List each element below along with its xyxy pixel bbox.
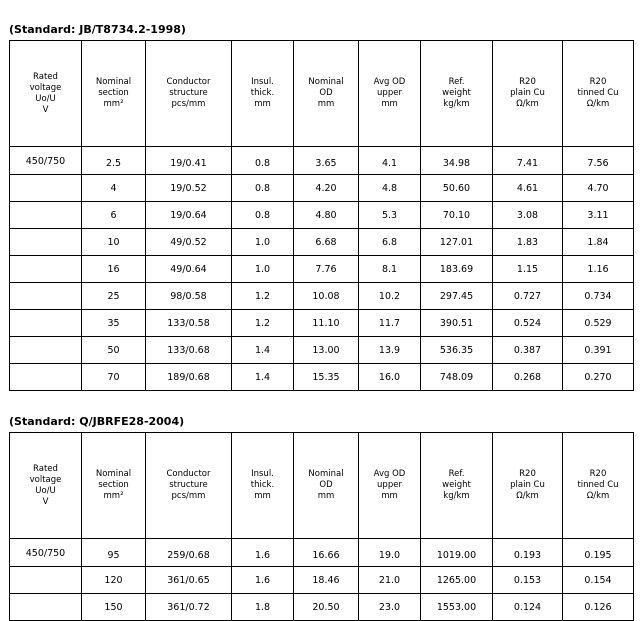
table-cell: 34.98: [421, 147, 493, 175]
table-cell: 4.20: [294, 175, 359, 202]
table-cell: 23.0: [359, 594, 421, 621]
table-cell: 1.83: [493, 229, 563, 256]
table-cell: 0.529: [563, 310, 634, 337]
table-cell: 133/0.58: [146, 310, 232, 337]
table-row: [10, 175, 634, 202]
table-cell: 1.84: [563, 229, 634, 256]
table-cell: 5.3: [359, 202, 421, 229]
rated-voltage-cell: [10, 175, 82, 202]
table-cell: 0.8: [232, 147, 294, 175]
column-header: R20 plain Cu Ω/km: [493, 41, 563, 147]
rated-voltage-cell: [10, 594, 82, 621]
table-cell: 10.2: [359, 283, 421, 310]
table-cell: 10.08: [294, 283, 359, 310]
table-cell: 0.193: [493, 539, 563, 567]
column-header: Ref. weight kg/km: [421, 433, 493, 539]
table-cell: 1553.00: [421, 594, 493, 621]
table-cell: 1.15: [493, 256, 563, 283]
table-cell: 70.10: [421, 202, 493, 229]
rated-voltage-cell: [10, 283, 82, 310]
rated-voltage-cell: 450/750: [10, 539, 82, 567]
table-cell: 0.154: [563, 567, 634, 594]
rated-voltage-cell: [10, 256, 82, 283]
table-cell: 4.70: [563, 175, 634, 202]
table-cell: 748.09: [421, 364, 493, 391]
column-header: Nominal OD mm: [294, 41, 359, 147]
table-row: [10, 567, 634, 594]
column-header: Conductor structure pcs/mm: [146, 433, 232, 539]
table-cell: 390.51: [421, 310, 493, 337]
table-cell: 8.1: [359, 256, 421, 283]
table-cell: 361/0.72: [146, 594, 232, 621]
table-cell: 3.65: [294, 147, 359, 175]
table-cell: 21.0: [359, 567, 421, 594]
column-header: Ref. weight kg/km: [421, 41, 493, 147]
table-cell: 11.10: [294, 310, 359, 337]
table-cell: 0.195: [563, 539, 634, 567]
table-cell: 183.69: [421, 256, 493, 283]
table-cell: 4.80: [294, 202, 359, 229]
table-cell: 6: [82, 202, 146, 229]
table-row: [10, 310, 634, 337]
table-cell: 7.41: [493, 147, 563, 175]
table-cell: 15.35: [294, 364, 359, 391]
table-cell: 13.9: [359, 337, 421, 364]
table-cell: 1.8: [232, 594, 294, 621]
table-cell: 4.1: [359, 147, 421, 175]
table-cell: 1.0: [232, 256, 294, 283]
table-cell: 0.524: [493, 310, 563, 337]
table-cell: 0.8: [232, 175, 294, 202]
table-cell: 0.270: [563, 364, 634, 391]
table-cell: 1.16: [563, 256, 634, 283]
table-cell: 11.7: [359, 310, 421, 337]
table-cell: 98/0.58: [146, 283, 232, 310]
column-header: Rated voltage Uo/U V: [10, 433, 82, 539]
table-cell: 20.50: [294, 594, 359, 621]
table-cell: 0.153: [493, 567, 563, 594]
rated-voltage-cell: [10, 202, 82, 229]
table-cell: 4.61: [493, 175, 563, 202]
rated-voltage-cell: [10, 337, 82, 364]
table-cell: 3.11: [563, 202, 634, 229]
table-cell: 297.45: [421, 283, 493, 310]
rated-voltage-cell: [10, 310, 82, 337]
table-row: [10, 256, 634, 283]
table-cell: 1.2: [232, 310, 294, 337]
table-cell: 16: [82, 256, 146, 283]
column-header: Nominal section mm²: [82, 41, 146, 147]
table-row: [10, 147, 634, 175]
table-cell: 0.734: [563, 283, 634, 310]
header-row: [10, 41, 634, 147]
table-cell: 19/0.64: [146, 202, 232, 229]
spec-table: [9, 40, 634, 391]
table-cell: 259/0.68: [146, 539, 232, 567]
column-header: Avg OD upper mm: [359, 433, 421, 539]
table-cell: 0.387: [493, 337, 563, 364]
table-cell: 361/0.65: [146, 567, 232, 594]
header-row: [10, 433, 634, 539]
table-cell: 4: [82, 175, 146, 202]
column-header: R20 plain Cu Ω/km: [493, 433, 563, 539]
table-cell: 1.6: [232, 539, 294, 567]
rated-voltage-cell: [10, 229, 82, 256]
rated-voltage-cell: 450/750: [10, 147, 82, 175]
table-cell: 70: [82, 364, 146, 391]
table-cell: 120: [82, 567, 146, 594]
table-row: [10, 594, 634, 621]
table-cell: 6.8: [359, 229, 421, 256]
table-cell: 2.5: [82, 147, 146, 175]
rated-voltage-cell: [10, 364, 82, 391]
table-cell: 6.68: [294, 229, 359, 256]
table-cell: 49/0.64: [146, 256, 232, 283]
table-cell: 1.4: [232, 337, 294, 364]
table-cell: 7.76: [294, 256, 359, 283]
table-cell: 189/0.68: [146, 364, 232, 391]
table-cell: 19/0.52: [146, 175, 232, 202]
table-cell: 1.2: [232, 283, 294, 310]
table-cell: 95: [82, 539, 146, 567]
table-cell: 1.6: [232, 567, 294, 594]
table-cell: 1019.00: [421, 539, 493, 567]
table-cell: 0.8: [232, 202, 294, 229]
table-cell: 133/0.68: [146, 337, 232, 364]
column-header: Nominal OD mm: [294, 433, 359, 539]
table-title: (Standard: JB/T8734.2-1998): [9, 23, 186, 36]
table-cell: 3.08: [493, 202, 563, 229]
table-row: [10, 337, 634, 364]
table-cell: 19/0.41: [146, 147, 232, 175]
table-cell: 13.00: [294, 337, 359, 364]
table-cell: 0.727: [493, 283, 563, 310]
table-row: [10, 539, 634, 567]
column-header: R20 tinned Cu Ω/km: [563, 433, 634, 539]
table-cell: 16.66: [294, 539, 359, 567]
column-header: Conductor structure pcs/mm: [146, 41, 232, 147]
table-cell: 35: [82, 310, 146, 337]
table-cell: 127.01: [421, 229, 493, 256]
column-header: Avg OD upper mm: [359, 41, 421, 147]
table-row: [10, 202, 634, 229]
table-cell: 49/0.52: [146, 229, 232, 256]
table-cell: 0.124: [493, 594, 563, 621]
table-cell: 0.391: [563, 337, 634, 364]
table-cell: 7.56: [563, 147, 634, 175]
table-title: (Standard: Q/JBRFE28-2004): [9, 415, 185, 428]
table-row: [10, 364, 634, 391]
table-cell: 10: [82, 229, 146, 256]
table-cell: 16.0: [359, 364, 421, 391]
table-cell: 1.0: [232, 229, 294, 256]
table-cell: 0.126: [563, 594, 634, 621]
table-cell: 19.0: [359, 539, 421, 567]
rated-voltage-cell: [10, 567, 82, 594]
table-cell: 25: [82, 283, 146, 310]
table-cell: 18.46: [294, 567, 359, 594]
table-cell: 536.35: [421, 337, 493, 364]
table-cell: 1265.00: [421, 567, 493, 594]
table-cell: 4.8: [359, 175, 421, 202]
column-header: Insul. thick. mm: [232, 41, 294, 147]
table-cell: 0.268: [493, 364, 563, 391]
column-header: R20 tinned Cu Ω/km: [563, 41, 634, 147]
column-header: Rated voltage Uo/U V: [10, 41, 82, 147]
table-row: [10, 229, 634, 256]
column-header: Nominal section mm²: [82, 433, 146, 539]
table-cell: 50.60: [421, 175, 493, 202]
table-cell: 50: [82, 337, 146, 364]
spec-table: [9, 432, 634, 621]
column-header: Insul. thick. mm: [232, 433, 294, 539]
table-row: [10, 283, 634, 310]
table-cell: 150: [82, 594, 146, 621]
table-cell: 1.4: [232, 364, 294, 391]
